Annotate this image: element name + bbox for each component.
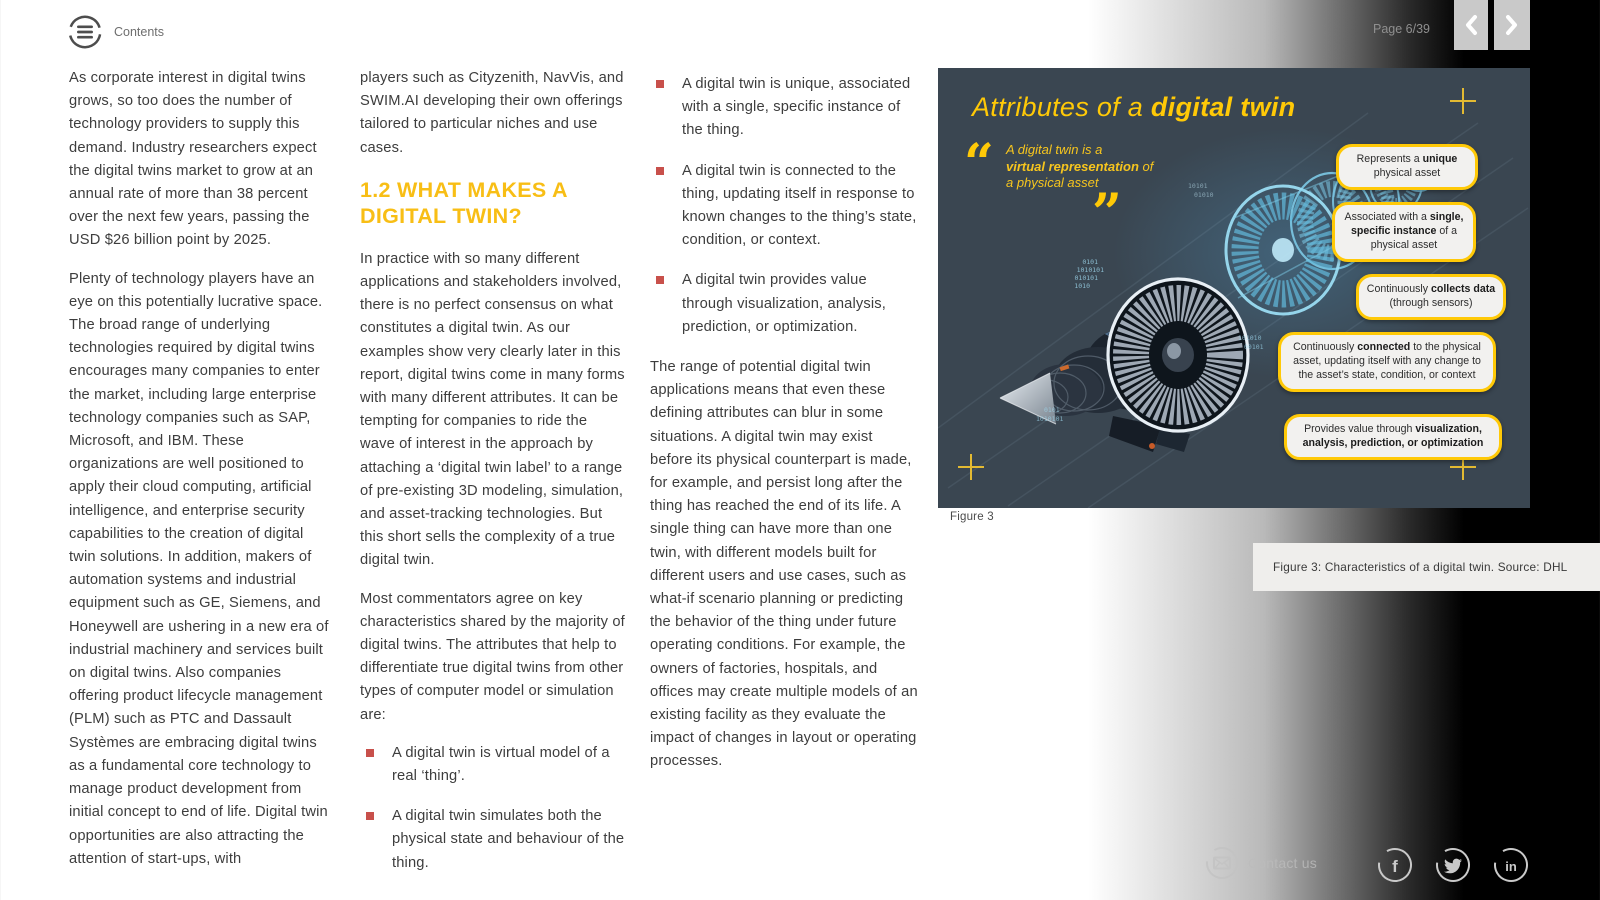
text-column-3 bbox=[650, 67, 918, 789]
twitter-icon[interactable] bbox=[1435, 847, 1471, 883]
plus-icon bbox=[958, 454, 984, 480]
list-item bbox=[360, 805, 625, 875]
bullet-square-icon bbox=[656, 276, 664, 284]
paragraph: As corporate interest in digital twins grows, so too does the number of technology providers to supply this demand. Industry researchers expect the digital twins market to grow at an annual rate of more than 38 percent over the next few years, passing the USD $26 billion point by 2025. bbox=[69, 70, 317, 249]
bullet-text: A digital twin simulates both the physical state and behaviour of the thing. bbox=[392, 808, 625, 871]
paragraph: Plenty of technology players have an eye on this potentially lucrative space. The broad range of underlying technologies required by digital twins encourages many companies to enter the market, including large enterprise technology companies such as SAP, Microsoft, and IBM. These organizations are well positioned to apply their cloud computing, artificial intelligence, and enterprise security capabilities to the creation of digital twin solutions. In addition, makers of automation systems and industrial equipment such as GE, Siemens, and Honeywell are ushering in a new era of industrial machinery and services built on digital twins. Also companies offering product lifecycle management (PLM) such as PTC and Dassault Systèmes are embracing digital twins as a fundamental core technology to manage product development from initial concept to end of life. Digital twin opportunities are also attracting the attention of start-ups, with bbox=[69, 270, 329, 867]
figure-label: Figure 3 bbox=[950, 511, 994, 523]
svg-text:010101: 010101 bbox=[1074, 274, 1098, 282]
bullet-square-icon bbox=[656, 167, 664, 175]
list-item bbox=[650, 269, 918, 339]
chevron-left-icon bbox=[1464, 14, 1478, 36]
svg-text:10101: 10101 bbox=[1188, 182, 1208, 190]
bullet-square-icon bbox=[366, 749, 374, 757]
svg-text:in: in bbox=[1505, 859, 1517, 874]
quote-line: a physical asset bbox=[1006, 175, 1099, 190]
quote-line: A digital twin is a bbox=[1006, 142, 1103, 157]
svg-text:101010: 101010 bbox=[1238, 334, 1262, 342]
envelope-icon bbox=[1205, 846, 1239, 880]
binary-data-text bbox=[1074, 258, 1104, 290]
callout-continuously-connected: Continuously connected to the physical asset, updating itself with any change to the asset’s state, condition, or context bbox=[1278, 332, 1496, 392]
facebook-icon[interactable] bbox=[1377, 847, 1413, 883]
bullet-text: A digital twin provides value through visualization, analysis, prediction, or optimization. bbox=[682, 272, 887, 335]
linkedin-icon[interactable] bbox=[1493, 847, 1529, 883]
callout-single-instance: Associated with a single, specific instance of a physical asset bbox=[1332, 202, 1476, 262]
svg-text:01010: 01010 bbox=[1194, 191, 1214, 199]
page-indicator: Page 6/39 bbox=[1373, 22, 1430, 36]
svg-text:f: f bbox=[1392, 857, 1398, 876]
text-column-1 bbox=[69, 67, 333, 886]
paragraph: In practice with so many different applications and stakeholders involved, there is no perfect consensus on what constitutes a digital twin. As our examples show very clearly later in this report, digital twins come in many forms with many different attributes. It can be tempting for companies to ride the wave of interest in the approach by attaching a ‘digital twin label’ to a range of pre-existing 3D modeling, simulation, and asset-tracking technologies. But this short sells the complexity of a true digital twin. bbox=[360, 250, 625, 569]
section-heading: 1.2 WHAT MAKES A DIGITAL TWIN? bbox=[360, 177, 568, 228]
bullet-text: A digital twin is unique, associated with a single, specific instance of the thing. bbox=[682, 76, 911, 139]
list-item bbox=[650, 73, 918, 143]
chevron-right-icon bbox=[1505, 14, 1519, 36]
bullet-text: A digital twin is connected to the thing, updating itself in response to known changes to the thing’s state, condition, or context. bbox=[682, 162, 917, 249]
paragraph: The range of potential digital twin applications means that even these defining attributes can blur in some situations. A digital twin may exist before its physical counterpart is made, for example, and persist long after the thing has reached the end of its life. A single thing can have more than one twin, with different models built for different users and use cases, such as what-if scenario planning or predicting the behavior of the thing under future operating conditions. For example, the owners of factories, hospitals, and offices may create multiple models of an existing facility as they evaluate the impact of changes in layout or operating processes. bbox=[650, 359, 918, 770]
contact-us-label: Contact us bbox=[1248, 855, 1317, 871]
figure-title: Attributes of a digital twin bbox=[972, 92, 1296, 122]
plus-icon bbox=[1450, 88, 1476, 114]
svg-text:1010: 1010 bbox=[1074, 282, 1090, 290]
hamburger-menu-icon bbox=[66, 13, 104, 51]
bullet-square-icon bbox=[366, 812, 374, 820]
svg-text:00101: 00101 bbox=[1244, 343, 1264, 351]
callout-collects-data: Continuously collects data (through sensors) bbox=[1356, 274, 1506, 320]
bullet-square-icon bbox=[656, 80, 664, 88]
paragraph: Most commentators agree on key characteristics shared by the majority of digital twins. The attributes that help to differentiate true digital twins from other types of computer model or simulation are: bbox=[360, 590, 625, 723]
svg-text:1010101: 1010101 bbox=[1036, 415, 1064, 423]
list-item bbox=[360, 742, 625, 788]
next-page-button[interactable] bbox=[1494, 0, 1530, 50]
close-quote-icon: ” bbox=[1092, 183, 1122, 244]
callout-unique-asset: Represents a unique physical asset bbox=[1336, 144, 1478, 190]
contact-us-button[interactable] bbox=[1205, 846, 1317, 880]
contents-button[interactable] bbox=[66, 13, 164, 51]
figure-quote bbox=[964, 133, 1164, 244]
previous-page-button[interactable] bbox=[1454, 0, 1488, 50]
svg-text:0101: 0101 bbox=[1044, 406, 1060, 414]
svg-text:1010101: 1010101 bbox=[1076, 266, 1104, 274]
text-column-2 bbox=[360, 67, 625, 892]
quote-line: virtual representation of bbox=[1006, 158, 1154, 174]
svg-text:0101: 0101 bbox=[1082, 258, 1098, 266]
callout-provides-value: Provides value through visualization, analysis, prediction, or optimization bbox=[1284, 414, 1502, 460]
bullet-text: A digital twin is virtual model of a real ‘thing’. bbox=[392, 744, 610, 785]
open-quote-icon: “ bbox=[964, 133, 994, 194]
contents-label: Contents bbox=[114, 25, 165, 39]
paragraph: players such as Cityzenith, NavVis, and SWIM.AI developing their own offerings tailored to particular niches and use cases. bbox=[360, 70, 624, 156]
figure-attributes-of-digital-twin[interactable] bbox=[938, 68, 1530, 508]
figure-caption-tooltip: Figure 3: Characteristics of a digital twin. Source: DHL bbox=[1253, 543, 1600, 591]
list-item bbox=[650, 160, 918, 253]
